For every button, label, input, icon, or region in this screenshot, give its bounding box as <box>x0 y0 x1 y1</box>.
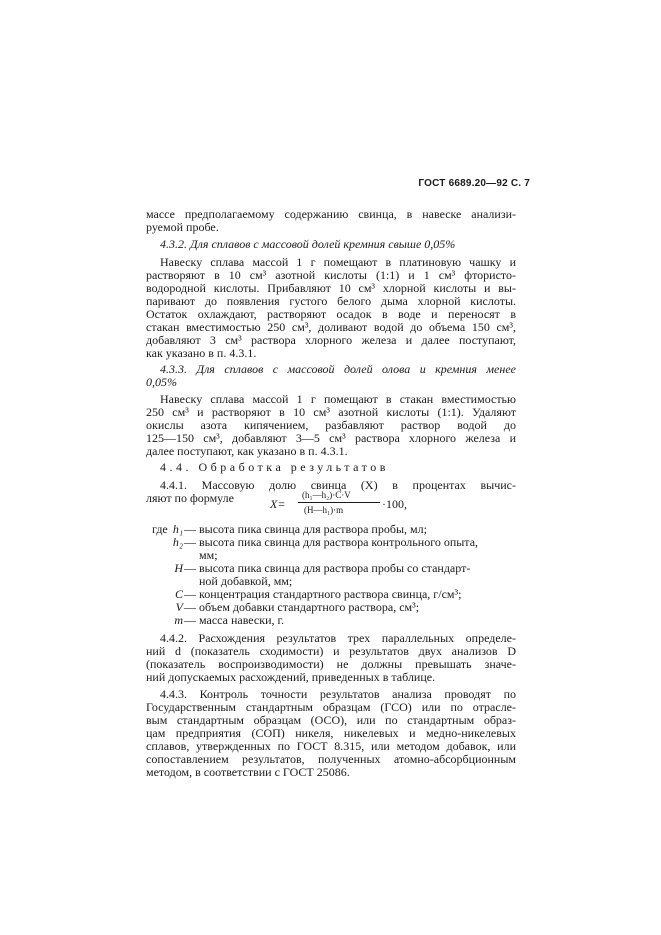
text-line: 4.4.2. Расхождения результатов трех параллельных определе- <box>160 631 516 645</box>
text-line: стакан вместимостью 250 см³, доливают водой до объема 150 см³, <box>146 320 516 334</box>
text-line: окислы азота кипячением, разбавляют раствор водой до <box>146 418 516 432</box>
text-line: 4.4.1. Массовую долю свинца (X) в процентах вычис- <box>160 478 516 492</box>
definition-text: — высота пика свинца для раствора контрольного опыта, <box>184 535 479 549</box>
text-line: цам предприятия (СОП) никеля, никелевых и медно-никелевых <box>146 726 516 740</box>
definition-text: — объем добавки стандартного раствора, см³; <box>184 600 420 614</box>
definition-prefix: где <box>152 522 168 536</box>
text-line: (показатель воспроизводимости) не должны превышать значе- <box>146 657 516 671</box>
text-line: сплавов, утвержденных по ГОСТ 8.315, или методом добавок, или <box>146 739 516 753</box>
definition-symbol: C <box>174 587 183 601</box>
section-heading-4-3-3: 4.3.3. Для сплавов с массовой долей олова и кремния менее <box>160 362 516 376</box>
definition-text: — масса навески, г. <box>184 613 285 627</box>
fraction-bar <box>298 502 380 503</box>
definition-symbol: h₂ <box>172 535 183 549</box>
definition-text: — высота пика свинца для раствора пробы со стандарт- <box>184 561 471 575</box>
formula-denominator: (H—h₁)·m <box>304 505 344 515</box>
text-line: ляют по формуле <box>146 491 234 505</box>
text-line: ний допускаемых расхождений, приведенных в таблице. <box>146 670 436 684</box>
definition-continuation: мм; <box>199 548 218 562</box>
formula-rhs: ·100, <box>382 497 407 511</box>
definition-symbol: H <box>174 561 183 575</box>
formula-numerator: (h₁—h₂)·C·V <box>302 490 351 500</box>
section-heading-4-3-2: 4.3.2. Для сплавов с массовой долей кремния свыше 0,05% <box>160 237 456 251</box>
definition-text: — высота пика свинца для раствора пробы, мл; <box>184 522 427 536</box>
text-line: водородной кислоты. Прибавляют 10 см³ хлорной кислоты и вы- <box>146 281 516 295</box>
text-line: вым стандартным образцам (ОСО), или по стандартным образ- <box>146 713 516 727</box>
formula-lhs: X= <box>270 497 286 511</box>
page-header: ГОСТ 6689.20—92 С. 7 <box>418 178 530 189</box>
text-line: далее поступают, как указано в п. 4.3.1. <box>146 444 348 458</box>
definition-continuation: ной добавкой, мм; <box>199 574 293 588</box>
section-heading-4-4: 4.4. Обработка результатов <box>160 460 389 474</box>
text-line: как указано в п. 4.3.1. <box>146 346 257 360</box>
text-line: растворяют в 10 см³ азотной кислоты (1:1) и 1 см³ фтористо- <box>146 268 516 282</box>
text-line: руемой пробе. <box>146 220 219 234</box>
definition-symbol: m <box>174 613 183 627</box>
text-line: ний d (показатель сходимости) и результатов двух анализов D <box>146 644 516 658</box>
section-heading-4-3-3-cont: 0,05% <box>146 375 177 389</box>
formula <box>270 490 420 520</box>
definition-symbol: V <box>175 600 183 614</box>
text-line: 125—150 см³, добавляют 3—5 см³ раствора хлорного железа и <box>146 431 516 445</box>
text-line: Навеску сплава массой 1 г помещают в платиновую чашку и <box>160 255 516 269</box>
definition-symbol: h₁ <box>172 522 183 536</box>
text-line: добавляют 3 см³ раствора хлорного железа и далее поступают, <box>146 333 516 347</box>
text-line: массе предполагаемому содержанию свинца, в навеске анализи- <box>146 207 516 221</box>
text-line: методом, в соответствии с ГОСТ 25086. <box>146 765 350 779</box>
definition-text: — концентрация стандартного раствора свинца, г/см³; <box>184 587 462 601</box>
text-line: сопоставлением результатов, полученных атомно-абсорбционным <box>146 752 516 766</box>
text-line: Навеску сплава массой 1 г помещают в стакан вместимостью <box>160 392 516 406</box>
text-line: Остаток охлаждают, растворяют осадок в воде и переносят в <box>146 307 516 321</box>
text-line: 250 см³ и растворяют в 10 см³ азотной кислоты (1:1). Удаляют <box>146 405 516 419</box>
text-line: 4.4.3. Контроль точности результатов анализа проводят по <box>160 687 516 701</box>
text-line: паривают до появления густого белого дыма хлорной кислоты. <box>146 294 516 308</box>
text-line: Государственным стандартным образцам (ГСО) или по отрасле- <box>146 700 516 714</box>
